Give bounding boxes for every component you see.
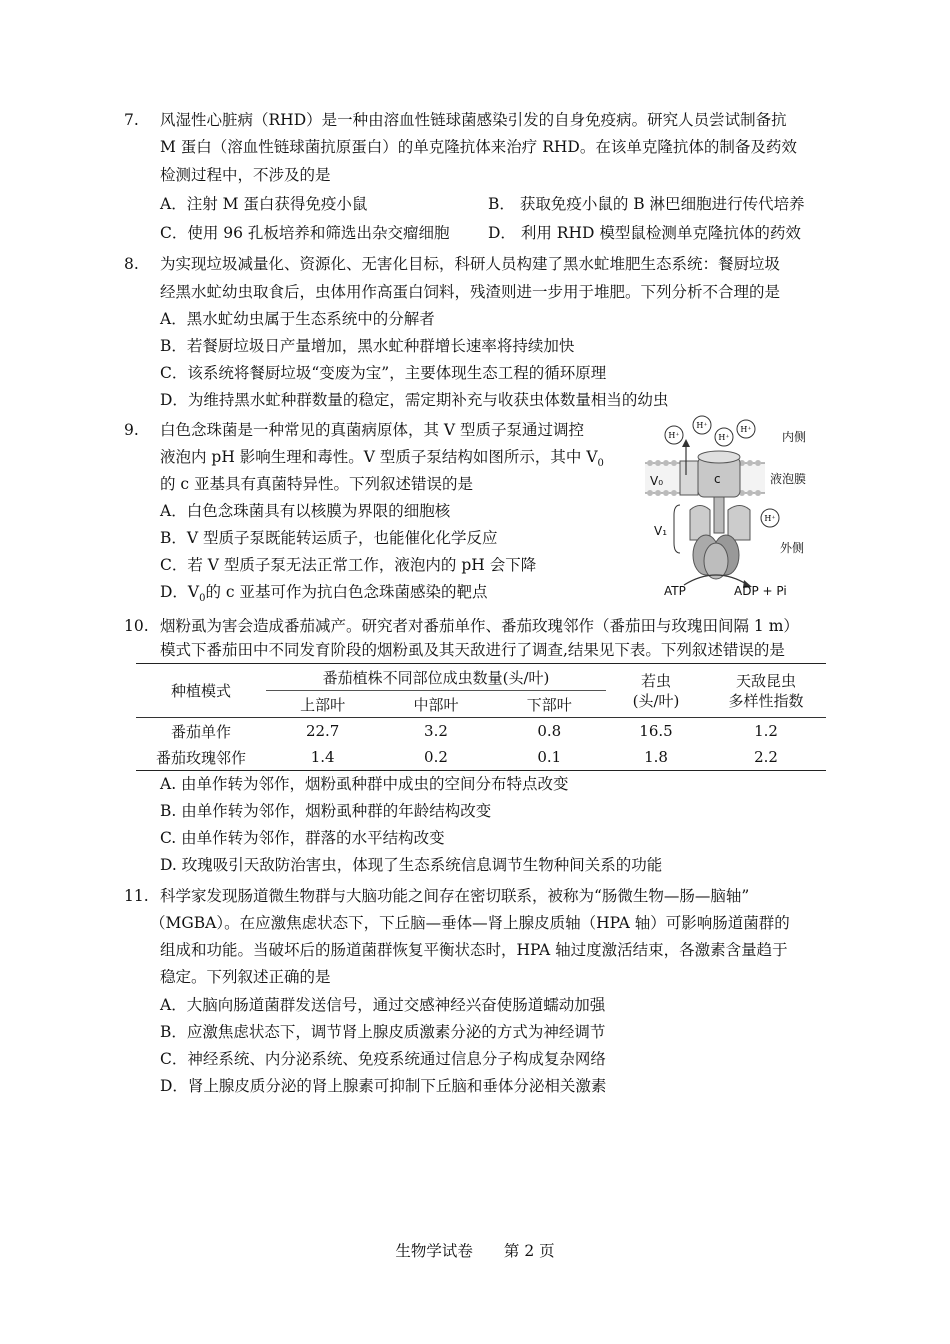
question-stem-line: 白色念珠菌是一种常见的真菌病原体，其 V 型质子泵通过调控: [160, 421, 585, 439]
question-number: 9.: [124, 421, 139, 439]
option-b: B．应激焦虑状态下，调节肾上腺皮质激素分泌的方式为神经调节: [160, 1023, 606, 1041]
table-cell: 0.2: [424, 748, 448, 766]
v0-label: V₀: [650, 474, 664, 488]
option-a: A．黑水虻幼虫属于生态系统中的分解者: [160, 310, 435, 328]
table-cell: 番茄单作: [170, 722, 231, 741]
v-type-proton-pump-figure: [640, 415, 820, 600]
question-stem-line: 组成和功能。当破坏后的肠道菌群恢复平衡状态时，HPA 轴过度激活结束，各激素含量趋于: [160, 941, 788, 959]
table-header-enemy: 天敌昆虫 多样性指数: [728, 671, 804, 710]
option-d: D．为维持黑水虻种群数量的稳定，需定期补充与收获虫体数量相当的幼虫: [160, 391, 669, 409]
table-header-group: 番茄植株不同部位成虫数量(头/叶): [266, 664, 606, 691]
table-cell: 0.1: [537, 748, 562, 766]
table-cell: 番茄玫瑰邻作: [155, 748, 246, 767]
table-cell: 1.2: [754, 722, 778, 740]
option-c: C．该系统将餐厨垃圾“变废为宝”，主要体现生态工程的循环原理: [160, 364, 607, 382]
atp-label: ATP: [664, 584, 686, 598]
option-d: D． 利用 RHD 模型鼠检测单克隆抗体的药效: [488, 224, 801, 242]
question-stem-line: 的 c 亚基具有真菌特异性。下列叙述错误的是: [160, 475, 474, 493]
option-c: C．若 V 型质子泵无法正常工作，液泡内的 pH 会下降: [160, 556, 537, 574]
option-a: A. 由单作转为邻作，烟粉虱种群中成虫的空间分布特点改变: [160, 775, 569, 793]
option-a: A．注射 M 蛋白获得免疫小鼠: [160, 195, 368, 213]
table-cell: 1.8: [644, 748, 668, 766]
table-header-upper: 上部叶: [300, 695, 346, 714]
question-stem-line: 检测过程中，不涉及的是: [160, 166, 331, 184]
option-a: A．白色念珠菌具有以核膜为界限的细胞核: [160, 502, 451, 520]
table-cell: 3.2: [424, 722, 448, 740]
question-stem-line: 风湿性心脏病（RHD）是一种由溶血性链球菌感染引发的自身免疫病。研究人员尝试制备抗: [160, 111, 787, 129]
option-b: B． 获取免疫小鼠的 B 淋巴细胞进行传代培养: [488, 195, 805, 213]
inside-label: 内侧: [782, 430, 807, 444]
question-number: 8.: [124, 255, 139, 273]
table-row: [136, 744, 826, 771]
table-header-mode: 种植模式: [170, 682, 231, 700]
option-d: D. 玫瑰吸引天敌防治害虫，体现了生态系统信息调节生物种间关系的功能: [160, 856, 663, 874]
question-stem-line: 稳定。下列叙述正确的是: [160, 968, 331, 986]
question-stem-line: （MGBA）。在应激焦虑状态下，下丘脑—垂体—肾上腺皮质轴（HPA 轴）可影响肠道菌群的: [150, 914, 790, 932]
question-number: 11.: [124, 887, 149, 905]
option-c: C．神经系统、内分泌系统、免疫系统通过信息分子构成复杂网络: [160, 1050, 606, 1068]
outside-label: 外侧: [780, 541, 805, 555]
question-stem-line: 液泡内 pH 影响生理和毒性。V 型质子泵结构如图所示，其中 $V_0$: [160, 448, 604, 470]
proton-label: H⁺: [764, 514, 776, 523]
c-subunit-label: c: [714, 472, 721, 486]
option-a: A．大脑向肠道菌群发送信号，通过交感神经兴奋使肠道蠕动加强: [160, 996, 606, 1014]
adp-label: ADP + Pi: [734, 584, 787, 598]
table-cell: 0.8: [537, 722, 562, 740]
question-stem-line: 为实现垃圾减量化、资源化、无害化目标，科研人员构建了黑水虻堆肥生态系统：餐厨垃圾: [160, 255, 781, 273]
option-b: B．V 型质子泵既能转运质子，也能催化化学反应: [160, 529, 498, 547]
question-stem-line: 经黑水虻幼虫取食后，虫体用作高蛋白饲料，残渣则进一步用于堆肥。下列分析不合理的是: [160, 283, 781, 301]
table-cell: 16.5: [639, 722, 673, 740]
question-number: 10.: [124, 617, 149, 635]
question-stem-line: 烟粉虱为害会造成番茄减产。研究者对番茄单作、番茄玫瑰邻作（番茄田与玫瑰田间隔 1 m）: [160, 617, 799, 635]
option-b: B. 由单作转为邻作，烟粉虱种群的年龄结构改变: [160, 802, 492, 820]
option-c: C．使用 96 孔板培养和筛选出杂交瘤细胞: [160, 224, 450, 242]
v1-label: V₁: [654, 524, 668, 538]
table-row: [136, 718, 826, 745]
proton-label: H⁺: [718, 433, 730, 442]
question-stem-line: 科学家发现肠道微生物群与大脑功能之间存在密切联系，被称为“肠微生物—肠—脑轴”: [160, 887, 750, 905]
question-number: 7.: [124, 111, 139, 129]
option-d: D．肾上腺皮质分泌的肾上腺素可抑制下丘脑和垂体分泌相关激素: [160, 1077, 607, 1095]
question-stem-line: M 蛋白（溶血性链球菌抗原蛋白）的单克隆抗体来治疗 RHD。在该单克隆抗体的制备及药效: [160, 138, 797, 156]
table-header-nymph: 若虫 (头/叶): [632, 671, 680, 710]
option-c: C. 由单作转为邻作，群落的水平结构改变: [160, 829, 445, 847]
proton-label: H⁺: [740, 425, 752, 434]
proton-label: H⁺: [668, 431, 680, 440]
question-stem-line: 模式下番茄田中不同发育阶段的烟粉虱及其天敌进行了调查,结果见下表。下列叙述错误的是: [160, 641, 785, 659]
option-d: D．$V_0$的 c 亚基可作为抗白色念珠菌感染的靶点: [160, 583, 488, 605]
table-cell: 1.4: [310, 748, 335, 766]
table-header-lower: 下部叶: [526, 695, 572, 714]
page-footer: 生物学试卷 第 2 页: [395, 1242, 555, 1260]
table-header-middle: 中部叶: [413, 695, 459, 714]
survey-table: [136, 663, 826, 771]
table-cell: 2.2: [754, 748, 778, 766]
membrane-label: 液泡膜: [770, 472, 807, 486]
proton-label: H⁺: [696, 421, 708, 430]
option-b: B．若餐厨垃圾日产量增加，黑水虻种群增长速率将持续加快: [160, 337, 575, 355]
table-cell: 22.7: [305, 722, 340, 740]
